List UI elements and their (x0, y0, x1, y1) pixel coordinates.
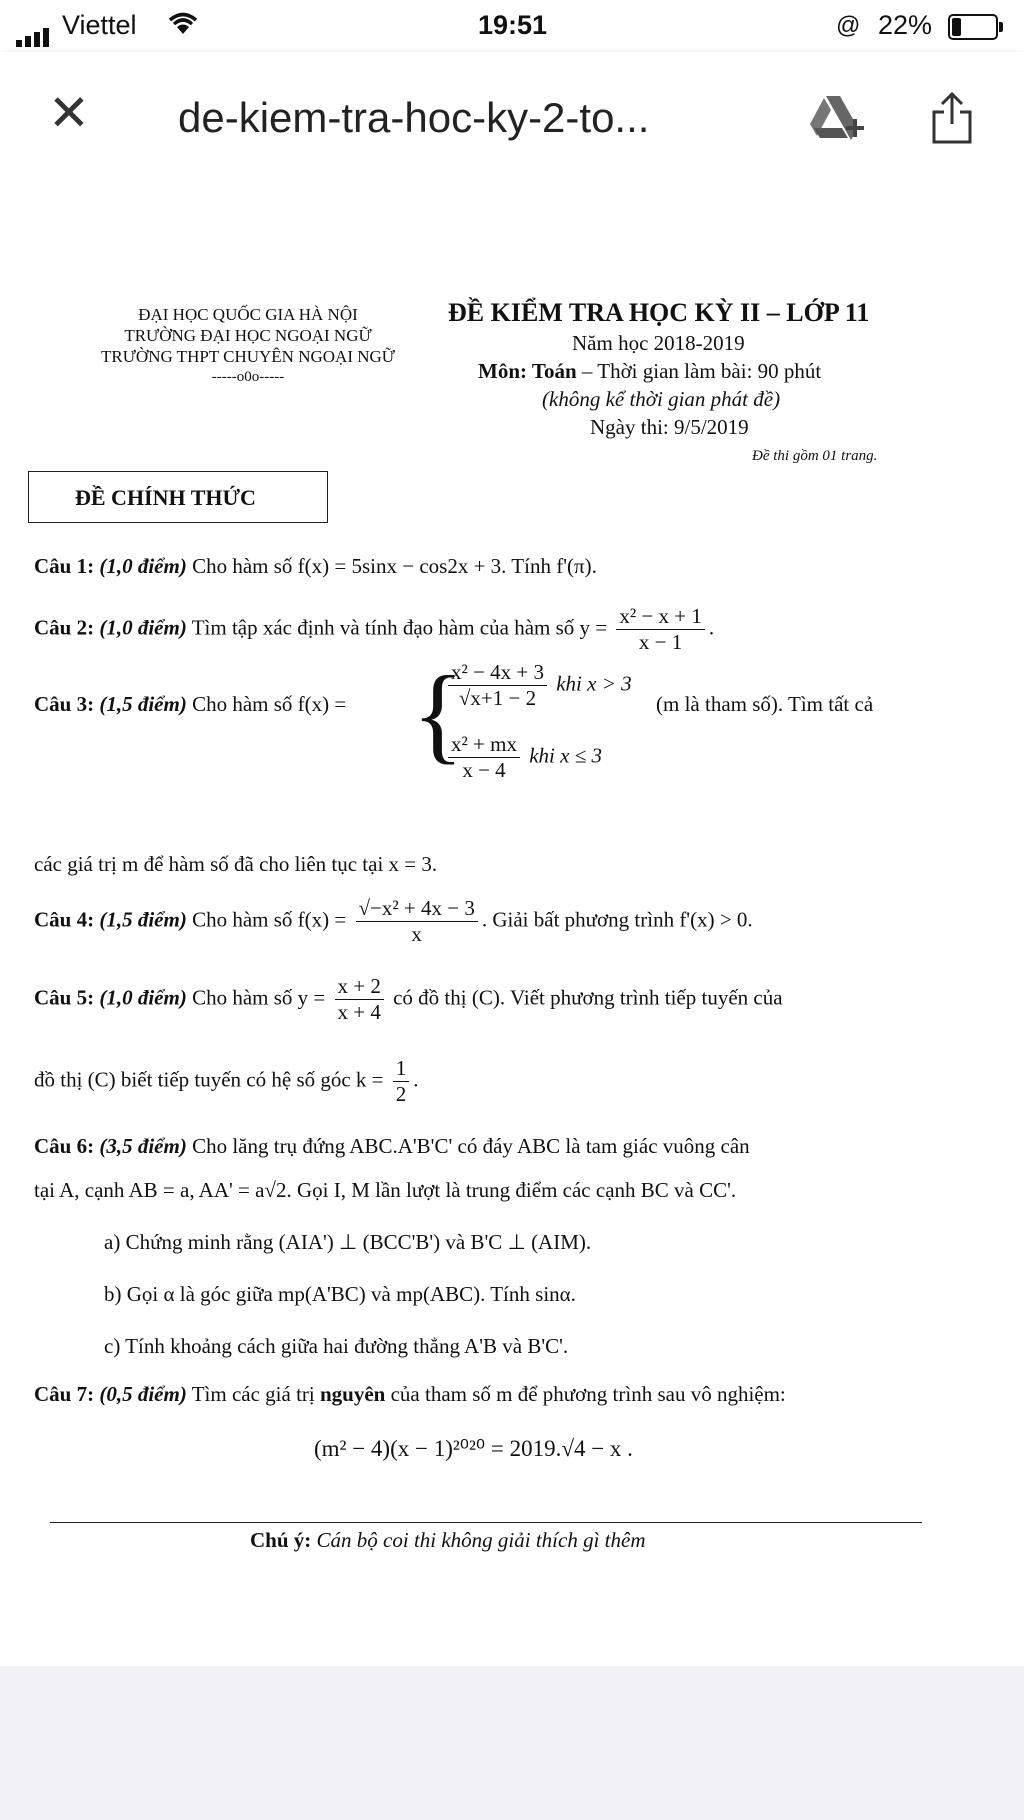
q5-fraction: $\frac{x + 2}{x + 4}$ (335, 974, 384, 1025)
question-2: Câu 2: (1,0 điểm) Tìm tập xác định và tính đạo hàm của hàm số y = $\frac{\text{x² − x + 1}}{x - 1}$ . (34, 604, 715, 654)
q1-points: (1,0 điểm) (99, 554, 187, 578)
school-year: Năm học 2018-2019 (572, 331, 745, 355)
q6-part-c: c) Tính khoảng cách giữa hai đường thẳng A'B và B'C'. (104, 1334, 569, 1358)
question-5: Câu 5: (1,0 điểm) Cho hàm số y = $\frac{x + 2}{x + 4}$ có đồ thị (C). Viết phương trình tiếp tuyến của (34, 974, 783, 1024)
q6-label: Câu 6: (34, 1134, 95, 1158)
exam-date: Ngày thi: 9/5/2019 (590, 415, 749, 439)
q3-case-1: $\frac{\text{x² − 4x + 3}}{√x+1 - 2}$ khi x > 3 (444, 660, 632, 711)
q7-points: (0,5 điểm) (99, 1382, 187, 1406)
share-icon[interactable] (930, 90, 974, 151)
subject-label: Môn: Toán (478, 359, 577, 383)
q4-points: (1,5 điểm) (99, 907, 187, 932)
q6-line-2: tại A, cạnh AB = a, AA' = a√2. Gọi I, M lần lượt là trung điểm các cạnh BC và CC'. (34, 1178, 737, 1202)
clock: 19:51 (478, 10, 548, 40)
q4-fraction: $\frac{\text{√−x² + 4x − 3}}{x}$ (356, 896, 478, 947)
document-page[interactable] (0, 186, 1024, 1666)
question-1 (34, 554, 597, 579)
q2-fraction: $\frac{\text{x² − x + 1}}{x - 1}$ (616, 604, 704, 655)
viewer-toolbar (0, 52, 1024, 186)
pages-note: Đề thi gồm 01 trang. (752, 448, 878, 464)
q6-part-a: a) Chứng minh rằng (AIA') ⊥ (BCC'B') và B'C ⊥ (AIM). (104, 1230, 592, 1254)
q3-after: (m là tham số). Tìm tất cả (656, 692, 874, 716)
close-icon[interactable]: ✕ (48, 85, 90, 141)
q5-slope-fraction: $\frac{1}{2}$ (393, 1056, 410, 1107)
question-7: Câu 7: (0,5 điểm) Tìm các giá trị nguyên của tham số m để phương trình sau vô nghiệm: (34, 1382, 786, 1406)
q5-text: Cho hàm số y = (192, 985, 326, 1010)
q7-label: Câu 7: (34, 1382, 95, 1406)
q5-label: Câu 5: (34, 985, 95, 1010)
footer-divider (50, 1522, 922, 1523)
header-separator: -----o0o----- (211, 369, 285, 385)
q3-label: Câu 3: (34, 692, 95, 716)
subject-time-text: – Thời gian làm bài: 90 phút (576, 359, 822, 383)
q4-label: Câu 4: (34, 907, 95, 932)
q3-points: (1,5 điểm) (99, 692, 187, 716)
q6-part-b: b) Gọi α là góc giữa mp(A'BC) và mp(ABC). Tính sinα. (104, 1282, 576, 1306)
location-icon: @ (836, 12, 861, 39)
carrier-name: Viettel (62, 10, 137, 40)
q2-points: (1,0 điểm) (99, 615, 187, 640)
question-3 (34, 692, 346, 717)
q4-text: Cho hàm số f(x) = (192, 907, 347, 932)
question-6 (34, 1134, 750, 1159)
add-to-drive-icon[interactable] (808, 92, 866, 149)
document-title: de-kiem-tra-hoc-ky-2-to... (178, 94, 650, 141)
university-name: ĐẠI HỌC QUỐC GIA HÀ NỘI (138, 305, 358, 324)
battery-percent: 22% (878, 10, 933, 40)
q3-text: Cho hàm số f(x) = (192, 692, 347, 716)
q1-label: Câu 1: (34, 554, 95, 578)
signal-icon (16, 16, 52, 47)
question-4: Câu 4: (1,5 điểm) Cho hàm số f(x) = $\frac{\text{√−x² + 4x − 3}}{x}$ . Giải bất phương trình f'(x) > 0. (34, 896, 753, 946)
subject-time (478, 359, 821, 384)
q3-brace: { (412, 655, 464, 774)
faculty-name: TRƯỜNG ĐẠI HỌC NGOẠI NGỮ (124, 326, 372, 345)
exam-title: ĐỀ KIỂM TRA HỌC KỲ II – LỚP 11 (448, 298, 870, 327)
school-name: TRƯỜNG THPT CHUYÊN NGOẠI NGỮ (101, 347, 395, 366)
q7-equation: (m² − 4)(x − 1)²⁰²⁰ = 2019.√4 − x . (314, 1436, 633, 1461)
battery-icon (948, 14, 998, 40)
q5-points: (1,0 điểm) (99, 985, 187, 1010)
q2-label: Câu 2: (34, 615, 95, 640)
school-header (78, 304, 418, 388)
q1-text: Cho hàm số f(x) = 5sinx − cos2x + 3. Tính f'(π). (192, 554, 597, 578)
q2-text: Tìm tập xác định và tính đạo hàm của hàm số y = (191, 615, 608, 640)
time-note: (không kể thời gian phát đề) (542, 387, 781, 411)
q6-points: (3,5 điểm) (99, 1134, 187, 1158)
official-label: ĐỀ CHÍNH THỨC (28, 471, 328, 523)
q6-text: Cho lăng trụ đứng ABC.A'B'C' có đáy ABC là tam giác vuông cân (192, 1134, 750, 1158)
status-bar (0, 0, 1024, 52)
q3-case-2: $\frac{\text{x² + mx}}{x - 4}$ khi x ≤ 3 (444, 732, 602, 783)
q5-line-2: đồ thị (C) biết tiếp tuyến có hệ số góc k = $\frac{1}{2}$ . (34, 1056, 419, 1106)
q3-line-2: các giá trị m để hàm số đã cho liên tục tại x = 3. (34, 852, 438, 876)
footer-note: Chú ý: Cán bộ coi thi không giải thích gì thêm (250, 1528, 646, 1552)
wifi-icon (166, 10, 200, 43)
